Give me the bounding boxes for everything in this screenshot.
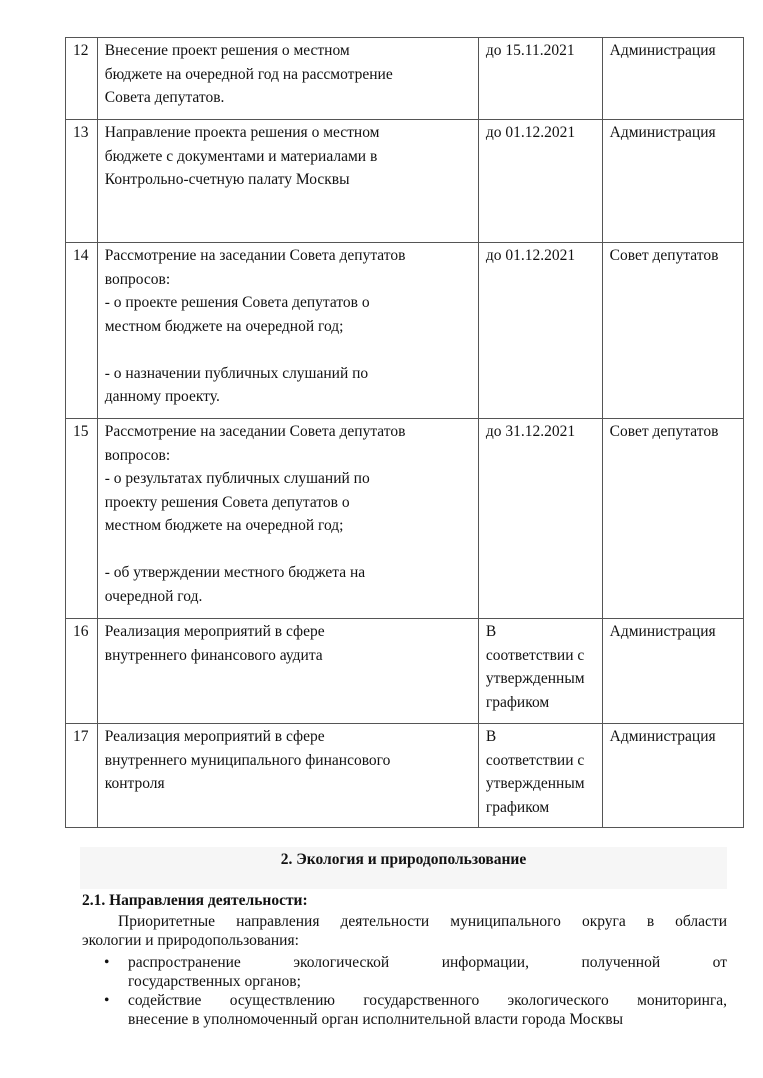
activity-line: - о назначении публичных слушаний по <box>104 364 369 382</box>
row-term <box>478 419 602 619</box>
row-term <box>478 120 602 243</box>
row-activity <box>97 120 478 243</box>
list-item <box>82 953 727 991</box>
activity-line: внутреннего финансового аудита <box>104 646 323 664</box>
list-item-line-2: внесение в уполномоченный орган исполнительной власти города Москвы <box>128 1011 624 1028</box>
row-term <box>478 243 602 419</box>
row-responsible: Администрация <box>602 38 743 120</box>
term-line: утвержденным <box>485 775 585 792</box>
activity-line: бюджете с документами и материалами в <box>104 147 378 165</box>
activity-line: Рассмотрение на заседании Совета депутатов <box>104 423 406 440</box>
term-line: утвержденным <box>485 670 585 687</box>
table-row <box>66 619 744 724</box>
row-responsible: Совет депутатов <box>602 419 743 619</box>
activity-line: Направление проекта решения о местном <box>104 124 380 141</box>
row-activity <box>97 619 478 724</box>
row-activity <box>97 419 478 619</box>
row-number: 15 <box>66 419 98 619</box>
row-number: 17 <box>66 724 98 828</box>
table-row <box>66 419 744 619</box>
activity-line: - об утверждении местного бюджета на <box>104 564 366 581</box>
activity-line: Реализация мероприятий в сфере <box>104 623 325 640</box>
list-item-line-1: распространение экологической информации, полученной от <box>128 954 727 971</box>
row-term <box>478 619 602 724</box>
activity-line: Внесение проект решения о местном <box>104 42 350 59</box>
activity-line: очередной год. <box>104 587 203 605</box>
term-line: графиком <box>485 798 550 816</box>
intro-paragraph-line-1: Приоритетные направления деятельности муниципального округа в области <box>118 913 727 930</box>
row-term <box>478 38 602 120</box>
activity-line: - о результатах публичных слушаний по <box>104 470 370 487</box>
row-responsible: Администрация <box>602 724 743 828</box>
term-line: до 01.12.2021 <box>485 124 576 141</box>
row-term <box>478 724 602 828</box>
activity-line: контроля <box>104 775 165 792</box>
row-activity <box>97 724 478 828</box>
term-line: до 31.12.2021 <box>485 423 576 440</box>
section-title: 2. Экология и природопользование <box>280 851 527 868</box>
table-row <box>66 243 744 419</box>
term-line: соответствии с <box>485 646 585 664</box>
row-number: 14 <box>66 243 98 419</box>
activity-line: бюджете на очередной год на рассмотрение <box>104 65 393 83</box>
activity-line: - о проекте решения Совета депутатов о <box>104 294 370 311</box>
activity-line: вопросов: <box>104 446 171 464</box>
activity-line: Совета депутатов. <box>104 89 225 106</box>
row-number: 16 <box>66 619 98 724</box>
list-item-line-1: содействие осуществлению государственного экологического мониторинга, <box>128 992 727 1009</box>
row-activity <box>97 243 478 419</box>
list-item-line-2: государственных органов; <box>128 973 301 990</box>
plan-table <box>65 37 744 828</box>
intro-paragraph <box>82 912 727 950</box>
activity-line: вопросов: <box>104 270 171 288</box>
table-row <box>66 120 744 243</box>
term-line: до 01.12.2021 <box>485 247 576 264</box>
subsection-heading: 2.1. Направления деятельности: <box>82 892 308 909</box>
bullet-icon: • <box>104 954 110 971</box>
row-responsible: Администрация <box>602 120 743 243</box>
term-line: В <box>485 728 497 745</box>
row-activity <box>97 38 478 120</box>
row-responsible: Администрация <box>602 619 743 724</box>
table-row <box>66 724 744 828</box>
term-line: соответствии с <box>485 751 585 769</box>
intro-paragraph-line-2: экологии и природопользования: <box>82 932 299 949</box>
term-line: В <box>485 623 497 640</box>
activity-line: местном бюджете на очередной год; <box>104 517 344 534</box>
activity-spacer <box>105 338 471 362</box>
activity-line: Контрольно-счетную палату Москвы <box>104 171 350 188</box>
row-number: 13 <box>66 120 98 243</box>
bullet-icon: • <box>104 992 110 1009</box>
activity-line: Реализация мероприятий в сфере <box>104 728 325 745</box>
row-responsible: Совет депутатов <box>602 243 743 419</box>
activity-line: данному проекту. <box>104 388 220 405</box>
activity-line: проекту решения Совета депутатов о <box>104 493 350 511</box>
term-line: до 15.11.2021 <box>485 42 575 59</box>
activity-line: местном бюджете на очередной год; <box>104 317 344 335</box>
plan-table-body <box>66 38 744 828</box>
activity-line: внутреннего муниципального финансового <box>104 751 391 769</box>
table-row <box>66 38 744 120</box>
list-item <box>82 991 727 1029</box>
row-number: 12 <box>66 38 98 120</box>
activity-spacer <box>105 538 471 562</box>
term-line: графиком <box>485 693 550 711</box>
activity-line: Рассмотрение на заседании Совета депутатов <box>104 247 406 264</box>
directions-list <box>82 953 727 1029</box>
